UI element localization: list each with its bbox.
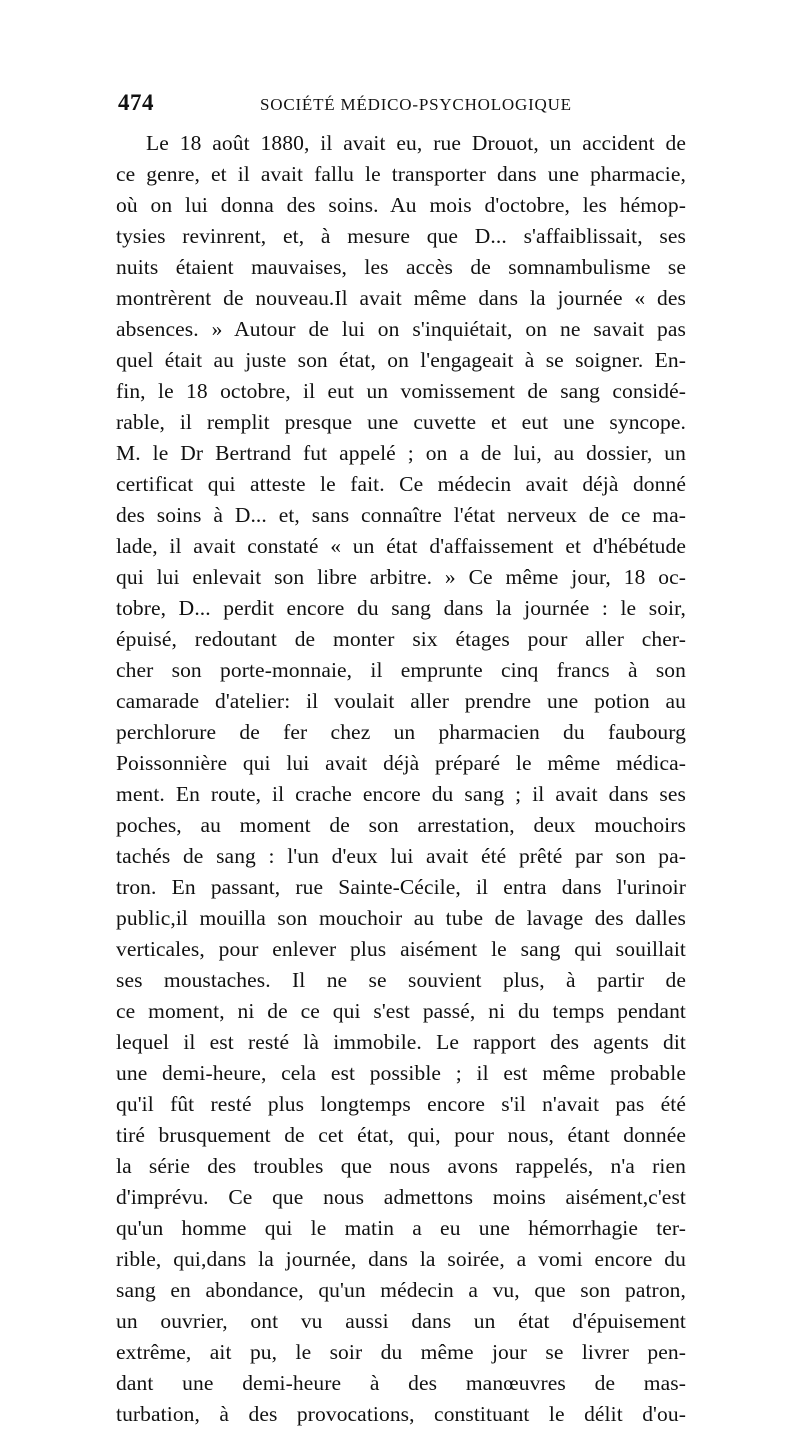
text-line: une demi-heure, cela est possible ; il est même probable (116, 1061, 686, 1085)
text-line: tobre, D... perdit encore du sang dans la journée : le soir, (116, 596, 686, 620)
text-line: ses moustaches. Il ne se souvient plus, à partir de (116, 968, 686, 992)
text-line: rible, qui,dans la journée, dans la soirée, a vomi encore du (116, 1247, 686, 1271)
text-line: M. le Dr Bertrand fut appelé ; on a de lui, au dossier, un (116, 441, 686, 465)
text-line: perchlorure de fer chez un pharmacien du faubourg (116, 720, 686, 744)
text-line: lade, il avait constaté « un état d'affaissement et d'hébétude (116, 534, 686, 558)
text-line: qu'un homme qui le matin a eu une hémorrhagie ter- (116, 1216, 686, 1240)
text-line: fin, le 18 octobre, il eut un vomissement de sang considé- (116, 379, 686, 403)
text-line: qui lui enlevait son libre arbitre. » Ce même jour, 18 oc- (116, 565, 686, 589)
text-line: tiré brusquement de cet état, qui, pour nous, étant donnée (116, 1123, 686, 1147)
text-line: ment. En route, il crache encore du sang ; il avait dans ses (116, 782, 686, 806)
text-line: certificat qui atteste le fait. Ce médecin avait déjà donné (116, 472, 686, 496)
text-line: ce moment, ni de ce qui s'est passé, ni du temps pendant (116, 999, 686, 1023)
text-line: lequel il est resté là immobile. Le rapport des agents dit (116, 1030, 686, 1054)
text-line: absences. » Autour de lui on s'inquiétait, on ne savait pas (116, 317, 686, 341)
text-line: où on lui donna des soins. Au mois d'octobre, les hémop- (116, 193, 686, 217)
text-line: dant une demi-heure à des manœuvres de mas- (116, 1371, 686, 1395)
text-line: cher son porte-monnaie, il emprunte cinq francs à son (116, 658, 686, 682)
text-line: un ouvrier, ont vu aussi dans un état d'épuisement (116, 1309, 686, 1333)
text-line: ce genre, et il avait fallu le transporter dans une pharmacie, (116, 162, 686, 186)
text-line: extrême, ait pu, le soir du même jour se livrer pen- (116, 1340, 686, 1364)
body-text (116, 128, 686, 1430)
text-line: montrèrent de nouveau.Il avait même dans la journée « des (116, 286, 686, 310)
running-header (118, 90, 678, 120)
page-number: 474 (118, 90, 154, 115)
text-line: poches, au moment de son arrestation, deux mouchoirs (116, 813, 686, 837)
text-line: sang en abondance, qu'un médecin a vu, que son patron, (116, 1278, 686, 1302)
text-line: tachés de sang : l'un d'eux lui avait été prêté par son pa- (116, 844, 686, 868)
text-line: d'imprévu. Ce que nous admettons moins aisément,c'est (116, 1185, 686, 1209)
running-title: SOCIÉTÉ MÉDICO-PSYCHOLOGIQUE (260, 95, 572, 114)
text-line: tron. En passant, rue Sainte-Cécile, il entra dans l'urinoir (116, 875, 686, 899)
text-line: Poissonnière qui lui avait déjà préparé le même médica- (116, 751, 686, 775)
text-line: Le 18 août 1880, il avait eu, rue Drouot, un accident de (146, 131, 686, 155)
text-line: tysies revinrent, et, à mesure que D... s'affaiblissait, ses (116, 224, 686, 248)
text-line: qu'il fût resté plus longtemps encore s'il n'avait pas été (116, 1092, 686, 1116)
text-line: la série des troubles que nous avons rappelés, n'a rien (116, 1154, 686, 1178)
text-line: rable, il remplit presque une cuvette et eut une syncope. (116, 410, 686, 434)
text-line: public,il mouilla son mouchoir au tube de lavage des dalles (116, 906, 686, 930)
text-line: quel était au juste son état, on l'engageait à se soigner. En- (116, 348, 686, 372)
text-line: des soins à D... et, sans connaître l'état nerveux de ce ma- (116, 503, 686, 527)
text-line: épuisé, redoutant de monter six étages pour aller cher- (116, 627, 686, 651)
text-line: verticales, pour enlever plus aisément le sang qui souillait (116, 937, 686, 961)
text-line: turbation, à des provocations, constituant le délit d'ou- (116, 1402, 686, 1426)
text-line: camarade d'atelier: il voulait aller prendre une potion au (116, 689, 686, 713)
text-line: nuits étaient mauvaises, les accès de somnambulisme se (116, 255, 686, 279)
